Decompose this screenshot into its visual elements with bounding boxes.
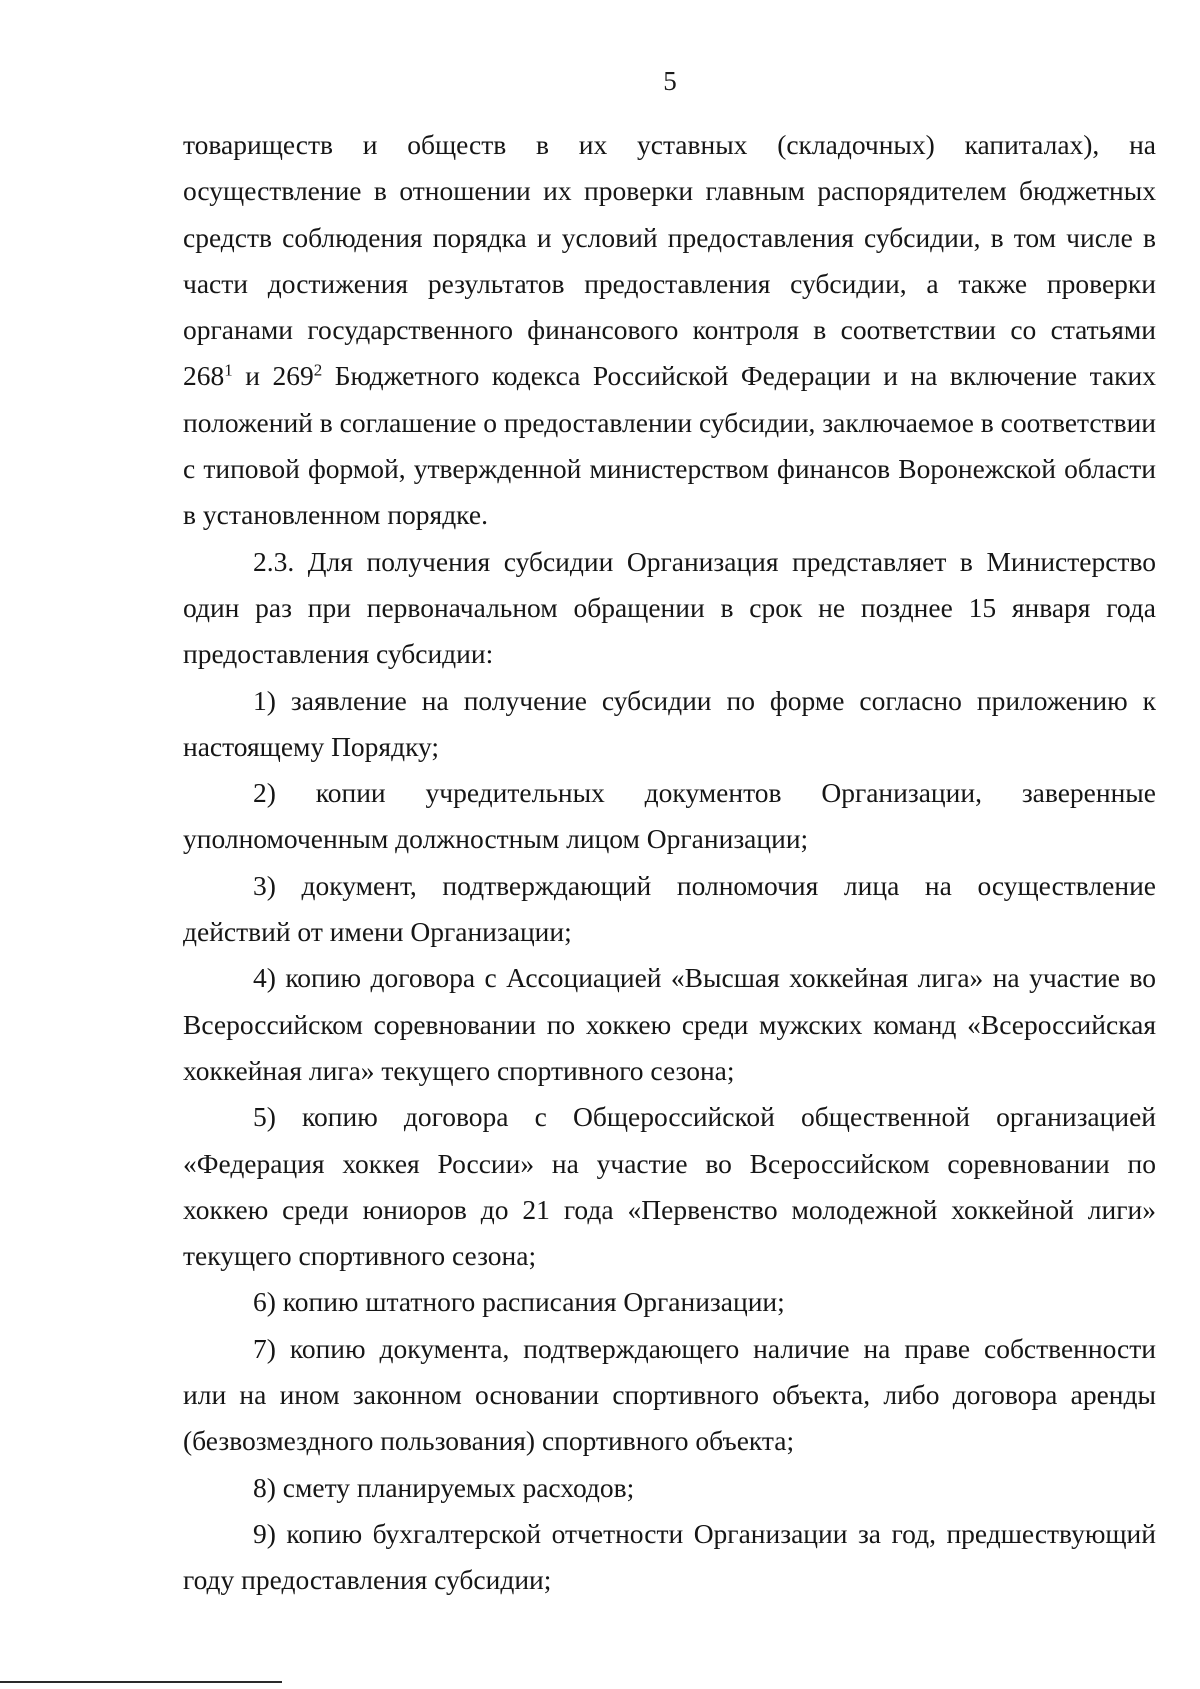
document-body — [183, 122, 1156, 1604]
list-item-9: 9) копию бухгалтерской отчетности Организации за год, предшествующий году предоставления субсидии; — [183, 1517, 1156, 1596]
superscript: 2 — [313, 361, 323, 381]
list-item-7: 7) копию документа, подтверждающего наличие на праве собственности или на ином законном основании спортивного объекта, либо договора аренды (безвозмездного пользования) спортивного объекта; — [183, 1332, 1156, 1457]
paragraph-continuation — [183, 122, 1156, 539]
text-run: Бюджетного кодекса Российской Федерации и на включение таких положений в соглашение о предоставлении субсидии, заключаемое в соответствии с типовой формой, утвержденной министерством финансов Воронежской области в установленном порядке. — [183, 360, 1157, 531]
text-run: товариществ и обществ в их уставных (складочных) капиталах), на осуществление в отношении их проверки главным распорядителем бюджетных средств соблюдения порядка и условий предоставления субсидии, в том числе в части достижения результатов предоставления субсидии, а также проверки органами государственного финансового контроля в соответствии со статьями 268 — [183, 129, 1156, 392]
list-item-5: 5) копию договора с Общероссийской общественной организацией «Федерация хоккея России» на участие во Всероссийском соревновании по хоккею среди юниоров до 21 года «Первенство молодежной хоккейной лиги» текущего спортивного сезона; — [183, 1101, 1156, 1272]
list-item-8: 8) смету планируемых расходов; — [253, 1471, 635, 1503]
page-number: 5 — [663, 66, 677, 96]
list-item-2: 2) копии учредительных документов Организации, заверенные уполномоченным должностным лицом Организации; — [183, 777, 1156, 855]
list-item-3: 3) документ, подтверждающий полномочия лица на осуществление действий от имени Организации; — [183, 869, 1156, 948]
list-item-4: 4) копию договора с Ассоциацией «Высшая хоккейная лига» на участие во Всероссийском соревновании по хоккею среди мужских команд «Всероссийская хоккейная лига» текущего спортивного сезона; — [183, 962, 1156, 1086]
list-item-1: 1) заявление на получение субсидии по форме согласно приложению к настоящему Порядку; — [183, 684, 1156, 762]
superscript: 1 — [224, 361, 233, 381]
paragraph-2-3: 2.3. Для получения субсидии Организация представляет в Министерство один раз при первоначальном обращении в срок не позднее 15 января года предоставления субсидии: — [183, 545, 1156, 670]
list-item-6: 6) копию штатного расписания Организации; — [253, 1286, 785, 1318]
text-run: и 269 — [232, 360, 314, 392]
footer-divider — [0, 1681, 282, 1683]
